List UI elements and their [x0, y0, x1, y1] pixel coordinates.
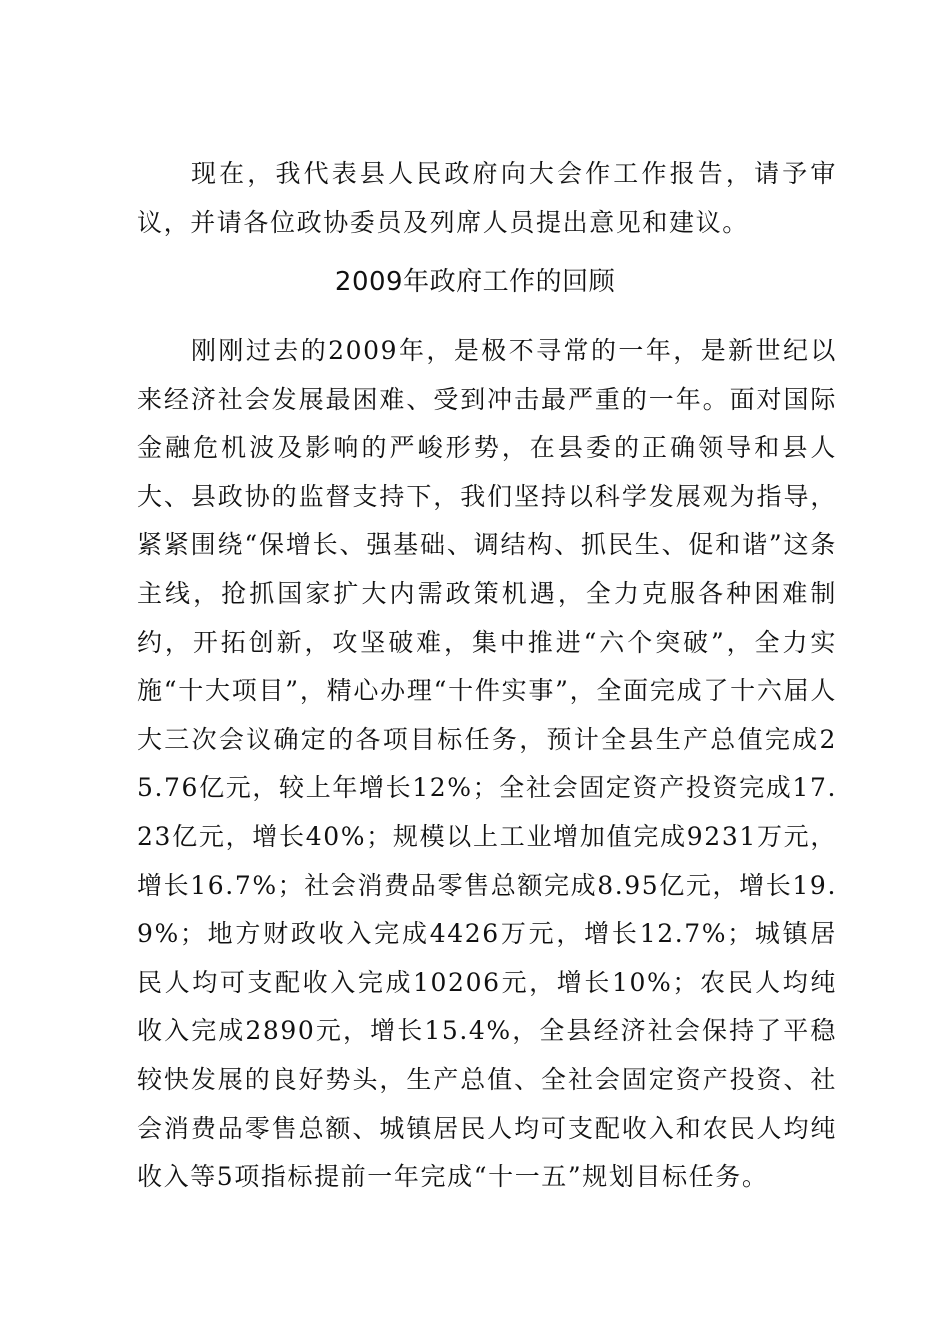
intro-paragraph: 现在，我代表县人民政府向大会作工作报告，请予审议，并请各位政协委员及列席人员提出意见和建议。: [137, 159, 837, 237]
review-paragraph: 刚刚过去的2009年，是极不寻常的一年，是新世纪以来经济社会发展最困难、受到冲击最严重的一年。面对国际金融危机波及影响的严峻形势，在县委的正确领导和县人大、县政协的监督支持下，我们坚持以科学发展观为指导，紧紧围绕“保增长、强基础、调结构、抓民生、促和谐”这条主线，抢抓国家扩大内需政策机遇，全力克服各种困难制约，开拓创新，攻坚破难，集中推进“六个突破”，全力实施“十大项目”，精心办理“十件实事”，全面完成了十六届人大三次会议确定的各项目标任务，预计全县生产总值完成25.76亿元，较上年增长12%；全社会固定资产投资完成17.23亿元，增长40%；规模以上工业增加值完成9231万元，增长16.7%；社会消费品零售总额完成8.95亿元，增长19.9%；地方财政收入完成4426万元，增长12.7%；城镇居民人均可支配收入完成10206元，增长10%；农民人均纯收入完成2890元，增长15.4%，全县经济社会保持了平稳较快发展的良好势头，生产总值、全社会固定资产投资、社会消费品零售总额、城镇居民人均可支配收入和农民人均纯收入等5项指标提前一年完成“十一五”规划目标任务。: [137, 336, 837, 1192]
section-heading: 2009年政府工作的回顾: [334, 267, 616, 297]
